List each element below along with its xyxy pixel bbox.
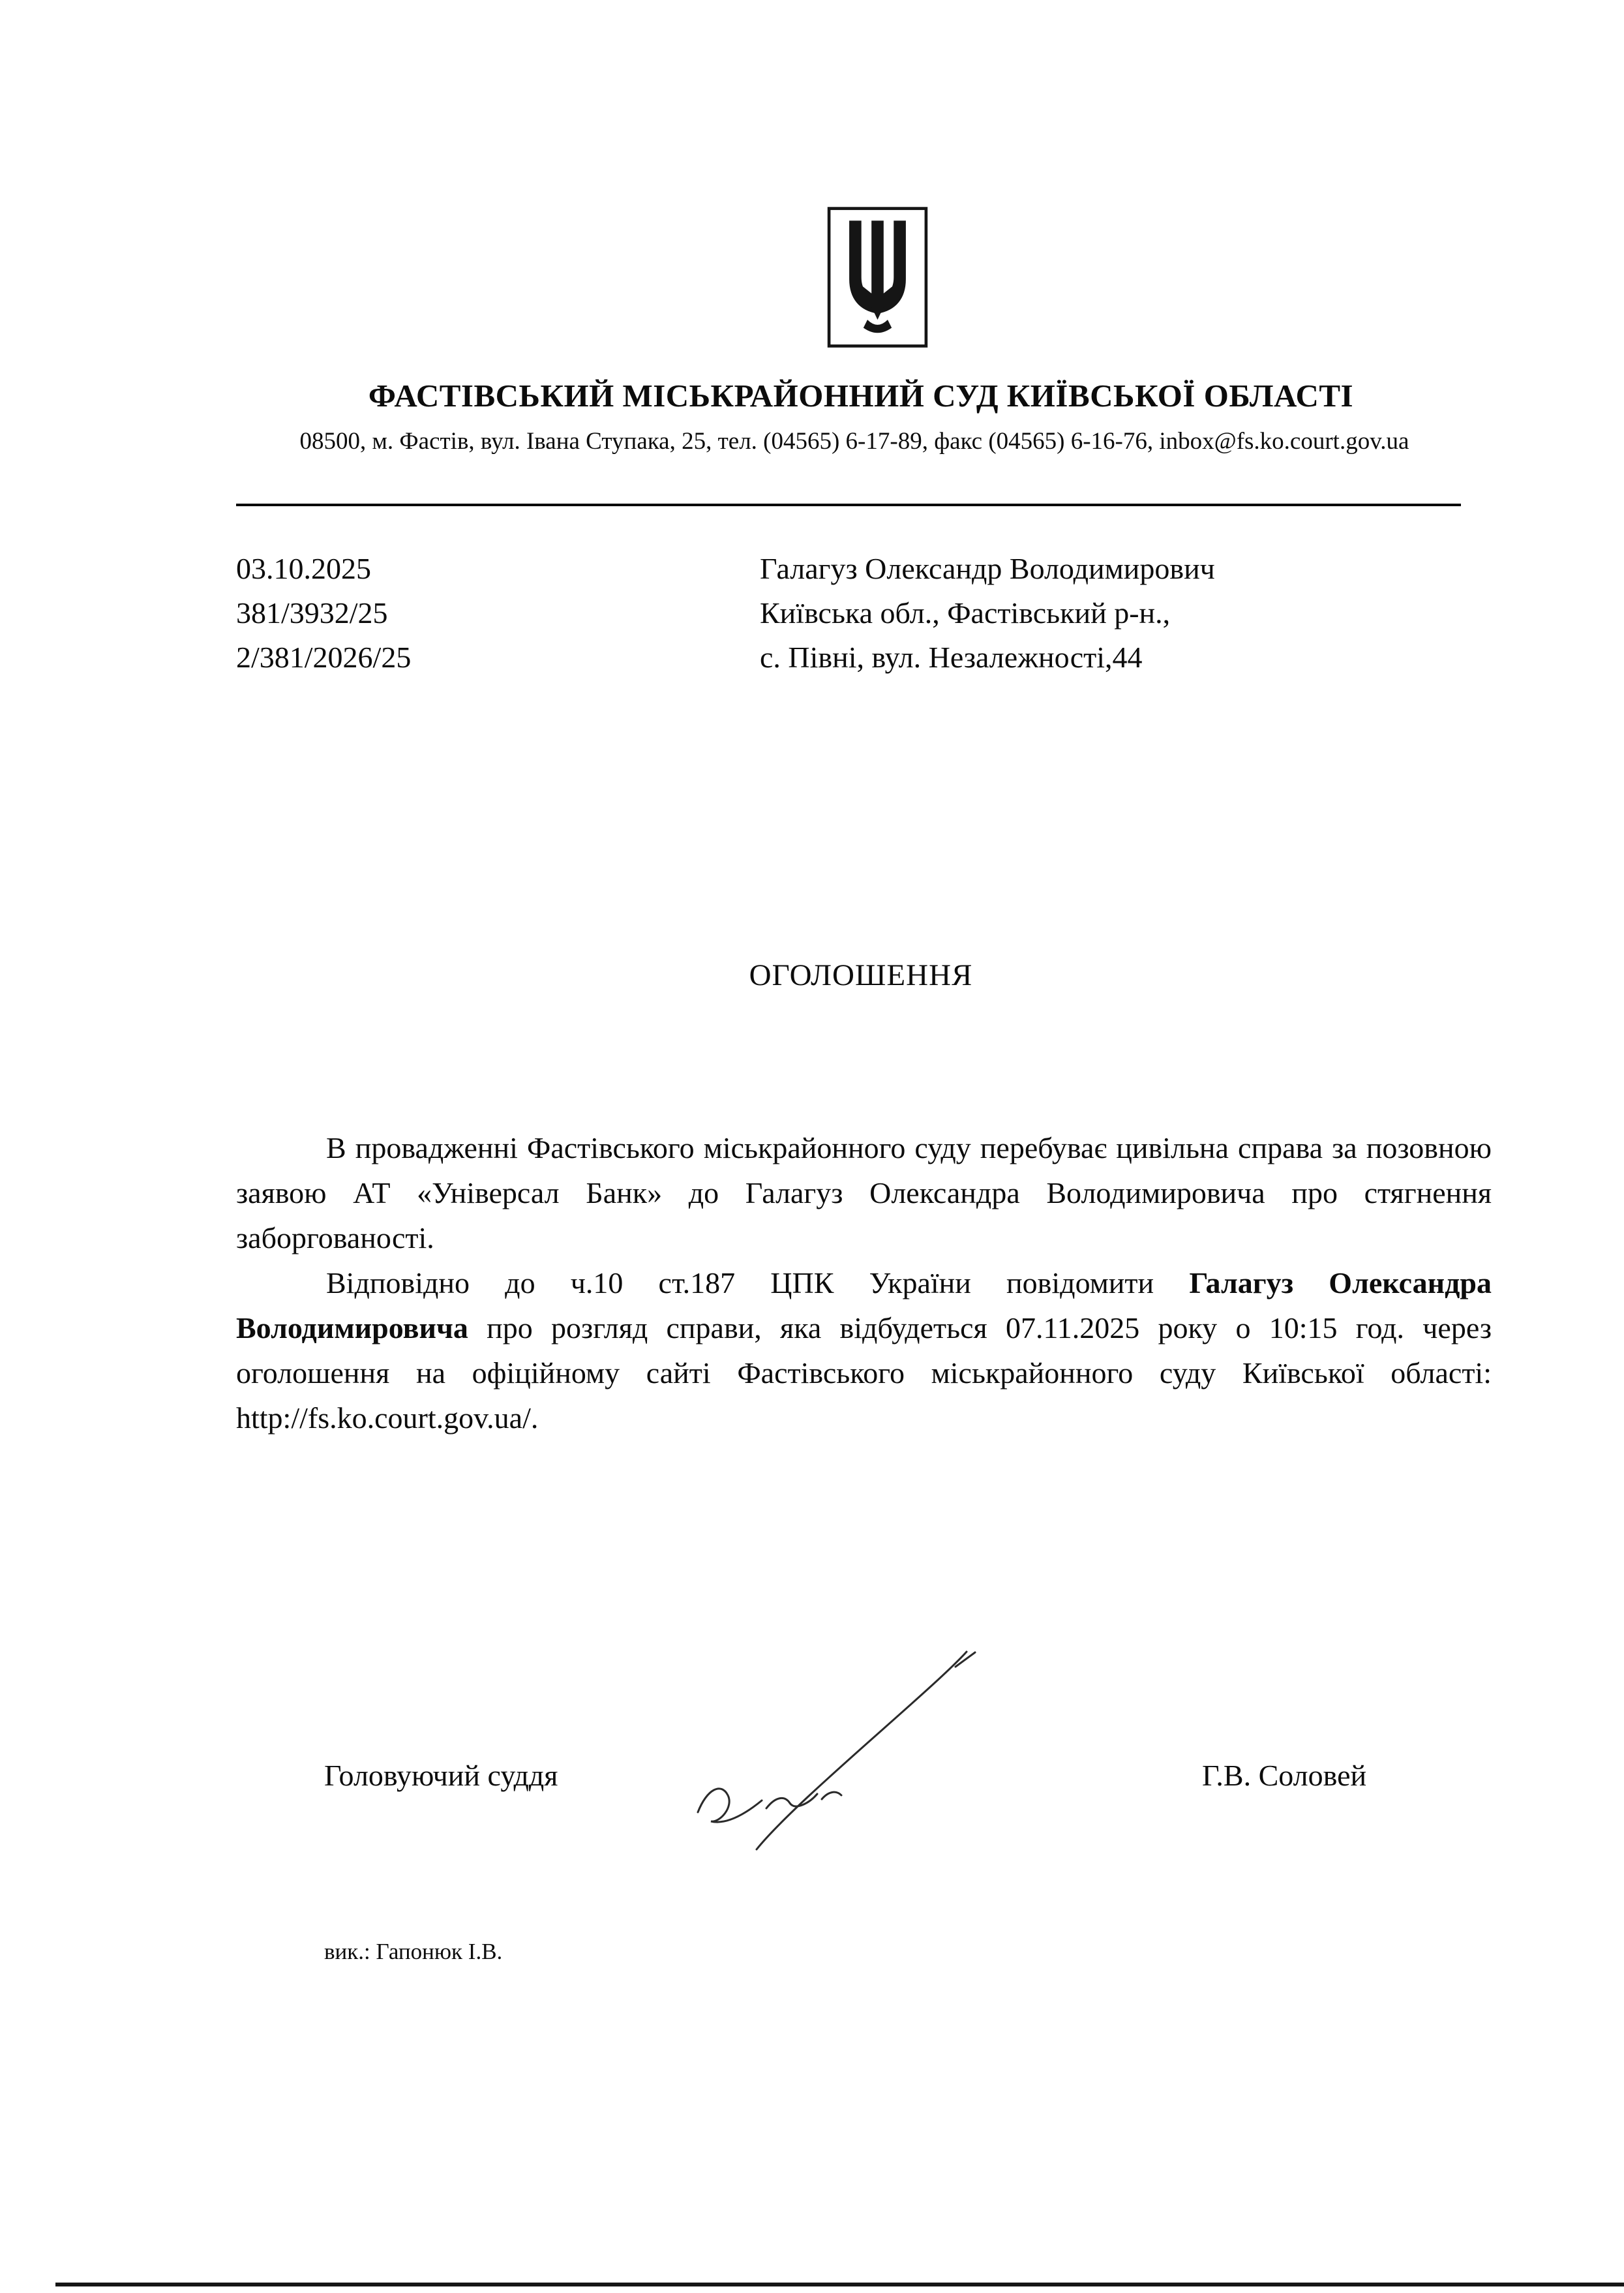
recipient-street: с. Півні, вул. Незалежності,44 <box>760 641 1143 674</box>
court-address: 08500, м. Фастів, вул. Івана Ступака, 25, тел. (04565) 6-17-89, факс (04565) 6-16-76, inbox@fs.ko.court.gov.ua <box>299 428 1409 455</box>
paragraph-2-bold-name: Галагуз Олександра Володимировича <box>236 1266 1492 1344</box>
handwritten-signature <box>659 1644 1037 1866</box>
scan-edge-artifact <box>55 2283 1624 2286</box>
paragraph-2-text: Відповідно до ч.10 ст.187 ЦПК України повідомити <box>326 1266 1190 1299</box>
document-title: ОГОЛОШЕННЯ <box>749 958 973 992</box>
signature-role: Головуючий суддя <box>324 1759 558 1792</box>
case-meta <box>236 547 411 680</box>
body-paragraph-1: В провадженні Фастівського міськрайонного суду перебуває цивільна справа за позовною заявою АТ «Універсал Банк» до Галагуз Олександра Володимировича про стягнення заборгованості. <box>236 1131 1492 1254</box>
paragraph-2-text-continued: про розгляд справи, яка відбудеться 07.11.2025 року о 10:15 год. через оголошення на офіційному сайті Фастівського міськрайонного суду Київської області: http://fs.ko.court.gov.ua/. <box>236 1311 1492 1435</box>
executor-note: вик.: Гапонюк І.В. <box>324 1939 503 1964</box>
court-name: ФАСТІВСЬКИЙ МІСЬКРАЙОННИЙ СУД КИЇВСЬКОЇ ОБЛАСТІ <box>368 378 1354 414</box>
document-body <box>236 1125 1492 1440</box>
body-paragraph-2 <box>236 1260 1492 1440</box>
recipient-address-block <box>760 547 1215 680</box>
ukraine-trident-emblem <box>827 205 928 349</box>
header-divider <box>236 504 1461 506</box>
judge-name: Г.В. Соловей <box>1202 1759 1367 1792</box>
document-date: 03.10.2025 <box>236 552 371 585</box>
recipient-region: Київська обл., Фастівський р-н., <box>760 596 1171 630</box>
case-number-2: 2/381/2026/25 <box>236 641 412 674</box>
case-number-1: 381/3932/25 <box>236 596 388 630</box>
recipient-name: Галагуз Олександр Володимирович <box>760 552 1215 585</box>
